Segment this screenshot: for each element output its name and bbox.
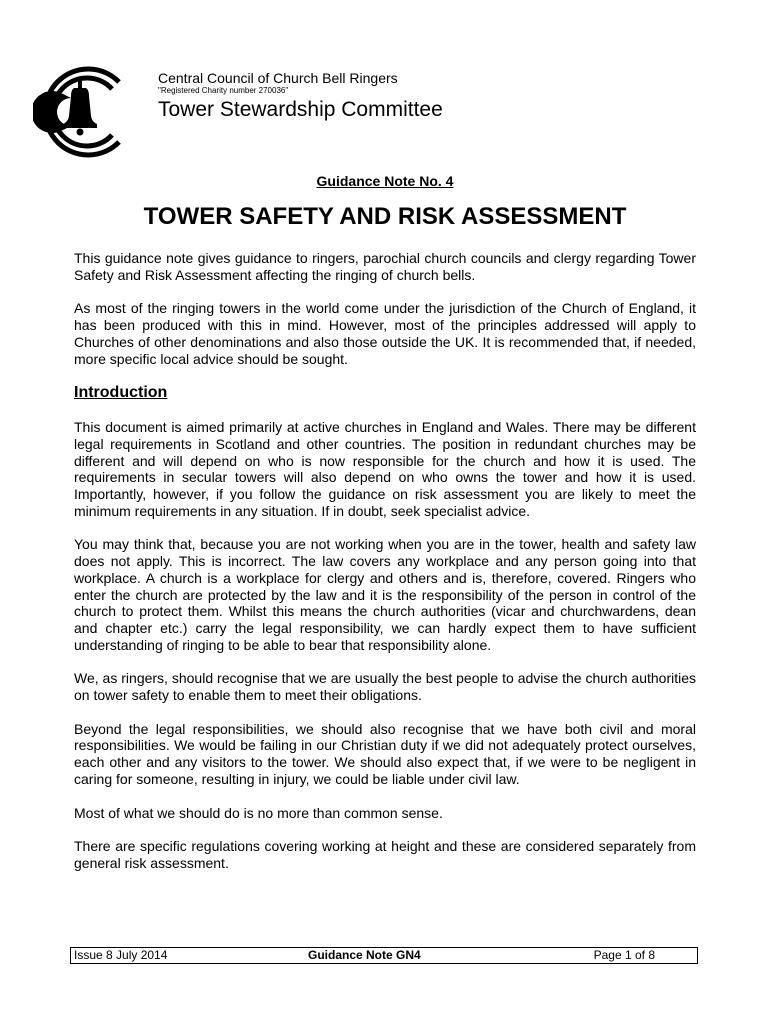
section-paragraph: There are specific regulations covering working at height and these are considered separately from general risk assessment. bbox=[74, 838, 696, 871]
footer-page-number: Page 1 of 8 bbox=[593, 948, 655, 962]
document-title: TOWER SAFETY AND RISK ASSESSMENT bbox=[143, 203, 627, 230]
intro-paragraph: This guidance note gives guidance to ringers, parochial church councils and clergy regarding Tower Safety and Risk Assessment affecting the ringing of church bells. bbox=[74, 250, 696, 283]
page-footer bbox=[70, 947, 698, 964]
footer-issue: Issue 8 July 2014 bbox=[74, 948, 168, 962]
section-heading-introduction: Introduction bbox=[74, 384, 168, 402]
section-paragraph: Most of what we should do is no more than common sense. bbox=[74, 804, 443, 821]
section-paragraph: You may think that, because you are not working when you are in the tower, health and safety law does not apply. This is incorrect. The law covers any workplace and any person going into that workplace. A church is a workplace for clergy and others and is, therefore, covered. Ringers who enter the church are protected by the law and it is the responsibility of the person in control of the church to protect them. Whilst this means the church authorities (vicar and churchwardens, dean and chapter etc.) carry the legal responsibility, we can hardly expect them to have sufficient understanding of ringing to be able to bear that responsibility alone. bbox=[74, 536, 696, 653]
organisation-name: Central Council of Church Bell Ringers bbox=[158, 70, 398, 86]
section-paragraph: We, as ringers, should recognise that we are usually the best people to advise the church authorities on tower safety to enable them to meet their obligations. bbox=[74, 670, 696, 704]
footer-guidance-note: Guidance Note GN4 bbox=[308, 948, 421, 962]
intro-paragraph: As most of the ringing towers in the world come under the jurisdiction of the Church of England, it has been produced with this in mind. However, most of the principles addressed will apply to Churches of other denominations and also those outside the UK. It is recommended that, if needed, more specific local advice should be sought. bbox=[74, 300, 696, 367]
document-body bbox=[74, 250, 696, 889]
bell-logo-icon bbox=[33, 66, 125, 158]
section-paragraph: This document is aimed primarily at active churches in England and Wales. There may be different legal requirements in Scotland and other countries. The position in redundant churches may be different and will depend on who is now responsible for the church and how it is used. The requirements in secular towers will also depend on who owns the tower and how it is used. Importantly, however, if you follow the guidance on risk assessment you are likely to meet the minimum requirements in any situation. If in doubt, seek specialist advice. bbox=[74, 419, 696, 519]
guidance-note-heading: Guidance Note No. 4 bbox=[316, 173, 454, 189]
committee-name: Tower Stewardship Committee bbox=[158, 98, 443, 121]
charity-number: "Registered Charity number 270036" bbox=[158, 86, 289, 95]
section-paragraph: Beyond the legal responsibilities, we should also recognise that we have both civil and moral responsibilities. We would be failing in our Christian duty if we did not adequately protect ourselves, each other and any visitors to the tower. We should also expect that, if we were to be negligent in caring for someone, resulting in injury, we could be liable under civil law. bbox=[74, 720, 696, 787]
